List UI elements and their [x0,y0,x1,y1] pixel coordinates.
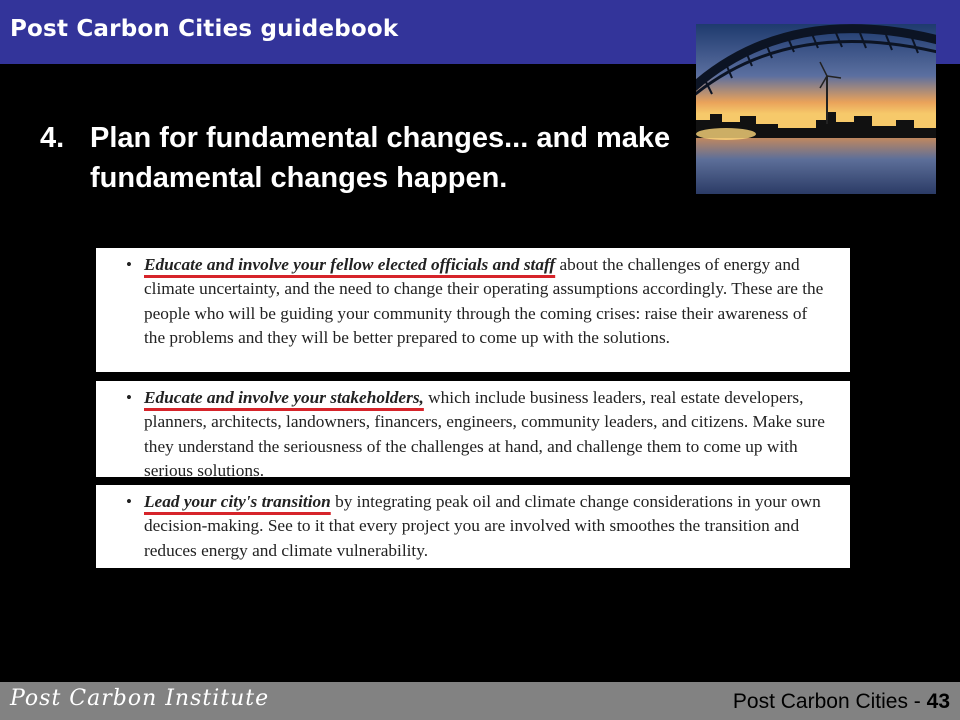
excerpt-box-1 [96,248,850,372]
point-text: Plan for fundamental changes... and make fundamental changes happen. [90,122,671,194]
excerpt-text [144,253,830,350]
excerpt-emphasis: Lead your city's transition [144,492,331,511]
bullet-icon: • [126,388,132,407]
excerpt-body: which include business leaders, real estate developers, planners, architects, landowners, financers, engineers, community leaders, and citizens. Make sure they understand the seriousness of the challenges at hand, and challenge them to come up with serious solutions. [144,388,825,480]
footer-label: Post Carbon Cities - [732,690,921,713]
point-number: 4. [40,122,65,154]
page-number: 43 [926,690,950,713]
excerpt-emphasis: Educate and involve your stakeholders, [144,388,424,407]
bullet-icon: • [126,255,132,274]
excerpt-box-2 [96,381,850,480]
bullet-icon: • [126,492,132,511]
excerpt-text [144,490,830,563]
header-title: Post Carbon Cities guidebook [10,16,399,42]
excerpt-body: about the challenges of energy and climate uncertainty, and the need to change their operating assumptions accordingly. These are the people who will be guiding your community through the coming crises: raise their awareness of the problems and they will be better prepared to come up with the solutions. [144,255,824,347]
footer-logo: Post Carbon Institute [10,686,270,711]
excerpt-box-3 [96,485,850,568]
excerpt-emphasis: Educate and involve your fellow elected officials and staff [144,255,556,274]
excerpt-text [144,386,830,483]
excerpt-body: by integrating peak oil and climate change considerations in your own decision-making. See to it that every project you are involved with smoothes the transition and reduces energy and climate vulnerability. [144,492,821,560]
bridge-wind-turbine-sunset-image [696,24,936,194]
footer-bar [0,682,960,720]
footer-page-label [733,690,950,714]
